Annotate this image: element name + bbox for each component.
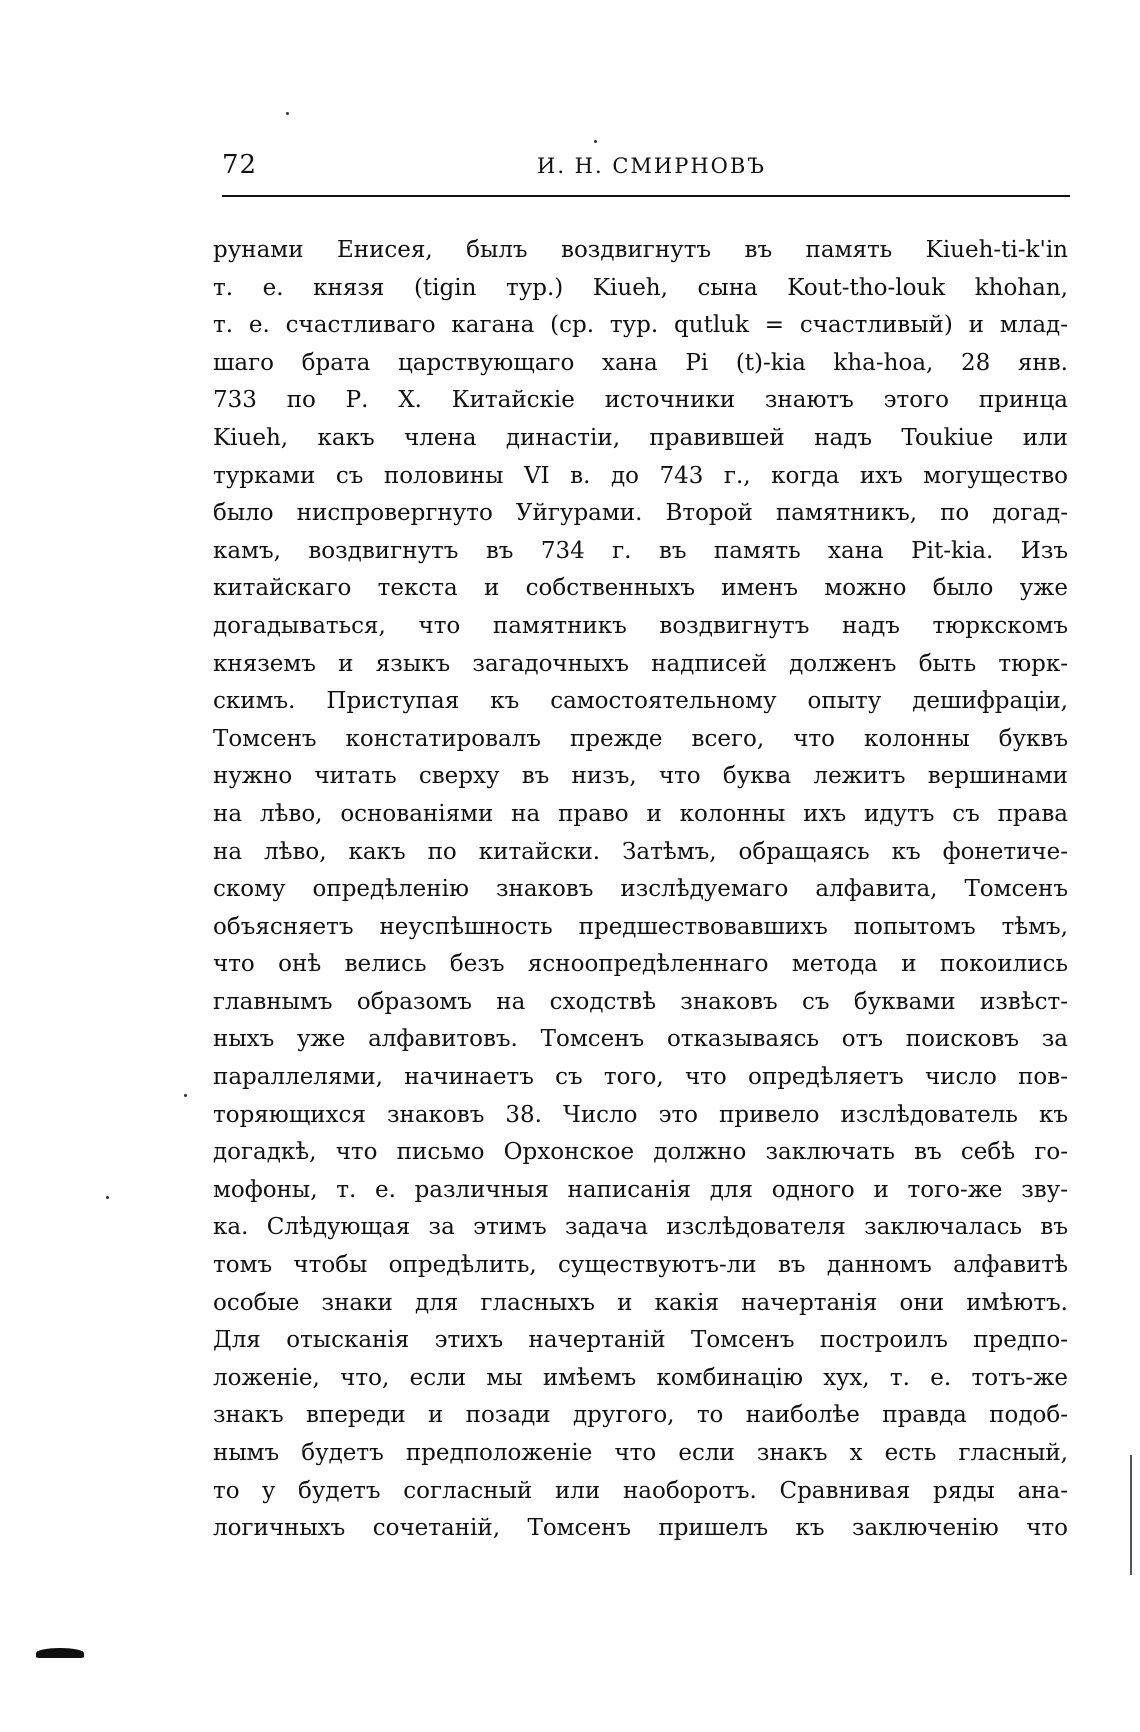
scan-edge-shadow: [1130, 1455, 1132, 1575]
text-line: ныхъ уже алфавитовъ. Томсенъ отказываясь отъ поисковъ за: [213, 1026, 1068, 1053]
text-line: 733 по Р. X. Китайскіе источники знаютъ этого принца: [213, 387, 1068, 414]
text-line: т. е. князя (tigin тур.) Kiueh, сына Kout-tho-louk khohan,: [213, 274, 1068, 301]
text-line: догадываться, что памятникъ воздвигнутъ надъ тюркскомъ: [213, 612, 1068, 639]
text-line: китайскаго текста и собственныхъ именъ можно было уже: [213, 575, 1068, 602]
scan-speck: [594, 140, 597, 143]
text-line: Для отысканія этихъ начертаній Томсенъ построилъ предпо-: [213, 1327, 1068, 1354]
scan-ink-blot: [36, 1648, 84, 1658]
text-line: было ниспровергнуто Уйгурами. Второй памятникъ, по догад-: [213, 500, 1068, 527]
text-line: рунами Енисея, былъ воздвигнутъ въ память Kiueh-ti-k'in: [213, 237, 1068, 263]
text-line: т. е. счастливаго кагана (ср. тур. qutluk = счастливый) и млад-: [213, 312, 1068, 339]
text-line: Kiueh, какъ члена династіи, правившей надъ Toukiue или: [213, 424, 1068, 451]
text-line: торяющихся знаковъ 38. Число это привело изслѣдователь къ: [213, 1101, 1068, 1128]
text-line: догадкѣ, что письмо Орхонское должно заключать въ себѣ го-: [213, 1139, 1068, 1166]
text-line: Томсенъ констатировалъ прежде всего, что колонны буквъ: [213, 725, 1068, 752]
text-line: логичныхъ сочетаній, Томсенъ пришелъ къ заключенію что: [213, 1515, 1068, 1542]
scan-speck: [286, 112, 289, 115]
text-line: шаго брата царствующаго хана Pi (t)-kia kha-hoa, 28 янв.: [213, 349, 1068, 376]
page-number: 72: [222, 150, 258, 180]
text-line: параллелями, начинаетъ съ того, что опредѣляетъ число пов-: [213, 1064, 1068, 1091]
text-line: особые знаки для гласныхъ и какія начертанія они имѣютъ.: [213, 1289, 1068, 1316]
text-line: княземъ и языкъ загадочныхъ надписей долженъ быть тюрк-: [213, 650, 1068, 677]
running-head: И. Н. СМИРНОВЪ: [537, 154, 766, 178]
text-line: скимъ. Приступая къ самостоятельному опыту дешифраціи,: [213, 688, 1068, 715]
page-header: [222, 146, 1070, 186]
scan-speck: [184, 1094, 187, 1097]
text-line: томъ чтобы опредѣлить, существуютъ-ли въ данномъ алфавитѣ: [213, 1252, 1068, 1279]
text-line: на лѣво, какъ по китайски. Затѣмъ, обращаясь къ фонетиче-: [213, 838, 1068, 865]
text-line: объясняетъ неуспѣшность предшествовавшихъ попытомъ тѣмъ,: [213, 913, 1068, 940]
text-line: главнымъ образомъ на сходствѣ знаковъ съ буквами извѣст-: [213, 988, 1068, 1015]
text-line: на лѣво, основаніями на право и колонны ихъ идутъ съ права: [213, 800, 1068, 827]
text-line: ложеніе, что, если мы имѣемъ комбинацію xyx, т. е. тотъ-же: [213, 1364, 1068, 1391]
text-line: мофоны, т. е. различныя написанія для одного и того-же зву-: [213, 1176, 1068, 1203]
text-line: то y будетъ согласный или наоборотъ. Сравнивая ряды ана-: [213, 1477, 1068, 1504]
text-line: камъ, воздвигнутъ въ 734 г. въ память хана Pit-kia. Изъ: [213, 537, 1068, 564]
text-line: турками съ половины VI в. до 743 г., когда ихъ могущество: [213, 462, 1068, 489]
text-line: что онѣ велись безъ ясноопредѣленнаго метода и покоились: [213, 951, 1068, 978]
text-line: нужно читать сверху въ низъ, что буква лежитъ вершинами: [213, 763, 1068, 790]
text-line: нымъ будетъ предположеніе что если знакъ x есть гласный,: [213, 1440, 1068, 1466]
header-rule: [222, 195, 1070, 197]
body-text: [213, 232, 1068, 1548]
text-line: ка. Слѣдующая за этимъ задача изслѣдователя заключалась въ: [213, 1214, 1068, 1241]
scan-speck: [106, 1196, 109, 1199]
text-line: знакъ впереди и позади другого, то наиболѣе правда подоб-: [213, 1402, 1068, 1429]
text-line: скому опредѣленію знаковъ изслѣдуемаго алфавита, Томсенъ: [213, 876, 1068, 903]
